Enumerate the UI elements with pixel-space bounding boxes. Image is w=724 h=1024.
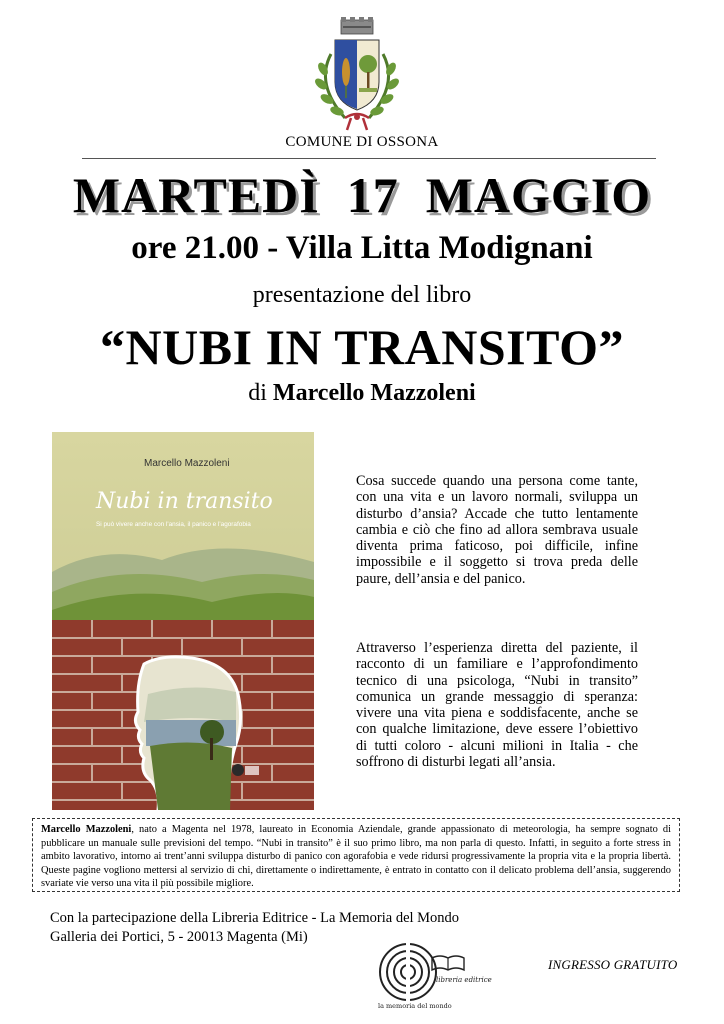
- bio-name: Marcello Mazzoleni: [41, 824, 132, 835]
- presentation-label: presentazione del libro: [252, 282, 472, 308]
- author-prefix: di: [248, 380, 267, 406]
- author-name: Marcello Mazzoleni: [272, 380, 476, 406]
- logo-side-text: libreria editrice: [436, 976, 492, 984]
- municipal-crest-icon: [305, 14, 409, 134]
- cover-title: Nubi in transito: [96, 489, 273, 514]
- event-date: MARTEDÌ 17 MAGGIO: [72, 167, 652, 223]
- book-title: “NUBI IN TRANSITO”: [100, 319, 624, 375]
- author-bio-box: [32, 818, 680, 892]
- municipality-name: COMUNE DI OSSONA: [285, 134, 439, 150]
- free-entry-label: INGRESSO GRATUITO: [548, 957, 678, 972]
- description-paragraph-1: Cosa succede quando una persona come tante, con una vita e un lavoro normali, sviluppa un disturbo d’ansia? Accade che tutto lentamente cambia e ciò che fino ad allora sembrava usuale diventa prima faticoso, poi difficile, infine impossibile e il soggetto si trova preda delle paure, dell’ansia e del panico.: [356, 473, 638, 587]
- bio-text: , nato a Magenta nel 1978, laureato in Economia Aziendale, grande appassionato di meteorologia, ha sempre sognato di pubblicare un manuale sulle previsioni del tempo. “Nubi in transito” è il suo primo libro, ma non parla di questo. Infatti, in seguito a forte stress in ambito lavorativo, intorno ai trent’anni sviluppa disturbo di panico con agorafobia e vede ridursi progressivamente la propria vita e la propria libertà. Queste pagine vogliono mettersi al servizio di chi, direttamente o indirettamente, è entrato in contatto con il delicato problema dell’ansia, suggerendo svariate vie verso una vita il più possibile migliore.: [41, 824, 671, 890]
- cover-author: Marcello Mazzoleni: [144, 458, 230, 469]
- divider: [82, 158, 656, 159]
- author-line: [0, 380, 724, 407]
- address-line: Galleria dei Portici, 5 - 20013 Magenta (Mi): [50, 929, 308, 945]
- book-cover-image: [52, 432, 314, 810]
- event-time-place: ore 21.00 - Villa Litta Modignani: [131, 230, 593, 266]
- logo-text: la memoria del mondo: [378, 1002, 452, 1010]
- partnership-line: Con la partecipazione della Libreria Editrice - La Memoria del Mondo: [50, 910, 460, 926]
- description-paragraph-2: Attraverso l’esperienza diretta del paziente, il racconto di un familiare e l’approfondimento tecnico di una psicologa, “Nubi in transito” comunica un grande messaggio di speranza: vivere una vita piena e soddisfacente, anche se con qualche limitazione, deve essere l’obiettivo di tutti coloro - alcuni milioni in Italia - che soffrono di disturbi legati all’ansia.: [356, 640, 638, 771]
- bookshop-logo-icon: [372, 938, 492, 1010]
- cover-subtitle: Si può vivere anche con l'ansia, il panico e l'agorafobia: [96, 521, 251, 528]
